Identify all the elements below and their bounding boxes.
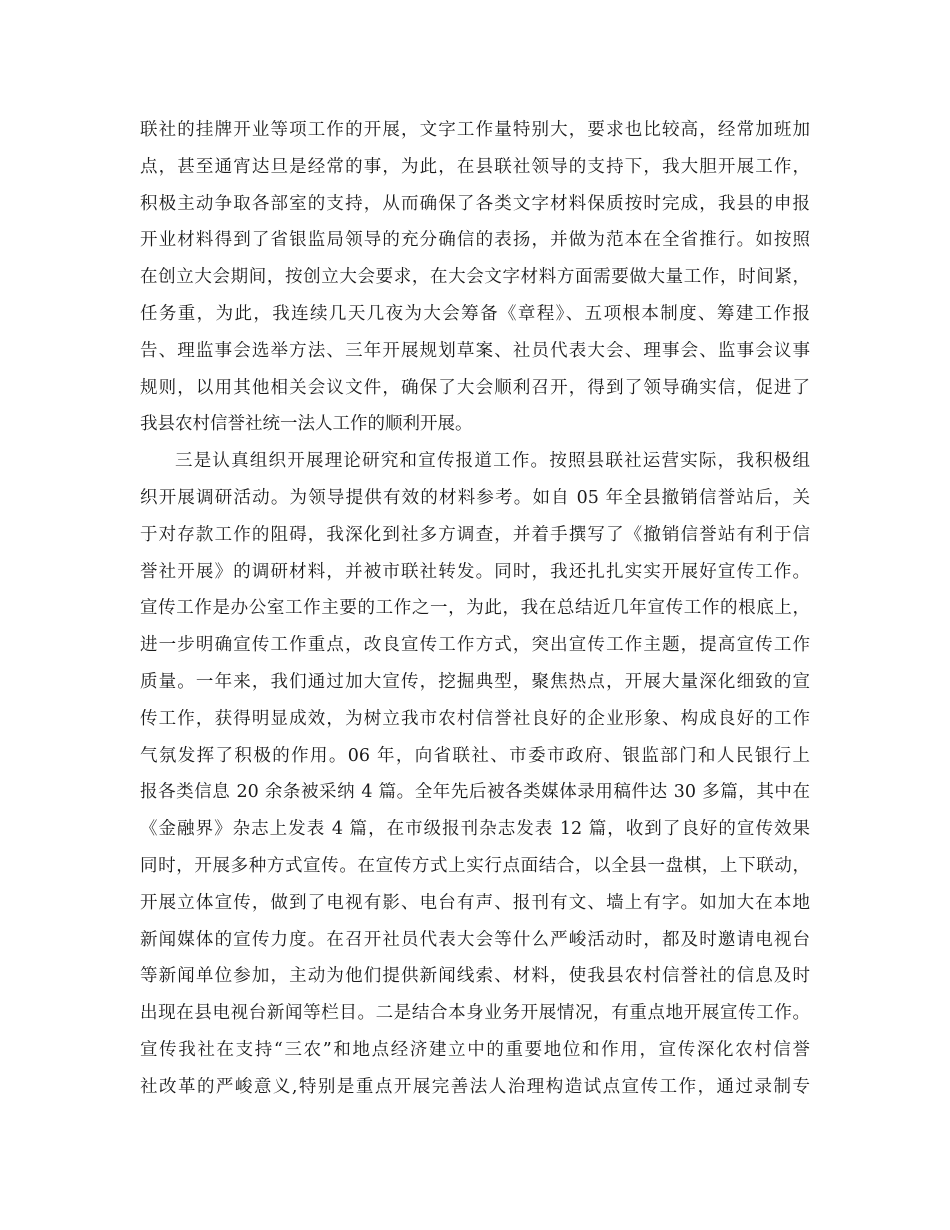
text-line: 联社的挂牌开业等项工作的开展，文字工作量特别大，要求也比较高，经常加班加 bbox=[140, 120, 810, 140]
text-line: 任务重，为此，我连续几天几夜为大会筹备《章程》、五项根本制度、筹建工作报 bbox=[140, 303, 810, 324]
text-line: 《金融界》杂志上发表 4 篇，在市级报刊杂志发表 12 篇，收到了良好的宣传效果 bbox=[140, 819, 810, 840]
text-line: 开业材料得到了省银监局领导的充分确信的表扬，并做为范本在全省推行。如按照 bbox=[140, 230, 810, 251]
text-line: 宣传我社在支持“三农”和地点经济建立中的重要地位和作用，宣传深化农村信誉 bbox=[140, 1039, 810, 1060]
text-line: 我县农村信誉社统一法人工作的顺利开展。 bbox=[140, 414, 473, 435]
text-line: 出现在县电视台新闻等栏目。二是结合本身业务开展情况，有重点地开展宣传工作。 bbox=[140, 1003, 810, 1024]
text-line: 报各类信息 20 余条被采纳 4 篇。全年先后被各类媒体录用稿件达 30 多篇，其中在 bbox=[140, 782, 810, 803]
text-line: 于对存款工作的阻碍，我深化到社多方调查，并着手撰写了《撤销信誉站有利于信 bbox=[140, 524, 810, 545]
text-line: 织开展调研活动。为领导提供有效的材料参考。如自 05 年全县撤销信誉站后，关 bbox=[140, 487, 810, 508]
text-line: 社改革的严峻意义,特别是重点开展完善法人治理构造试点宣传工作，通过录制专 bbox=[140, 1076, 810, 1097]
text-line: 进一步明确宣传工作重点，改良宣传工作方式，突出宣传工作主题，提高宣传工作 bbox=[140, 635, 810, 656]
text-line: 积极主动争取各部室的支持，从而确保了各类文字材料保质按时完成，我县的申报 bbox=[140, 193, 810, 214]
text-line: 新闻媒体的宣传力度。在召开社员代表大会等什么严峻活动时，都及时邀请电视台 bbox=[140, 929, 810, 950]
text-line: 气氛发挥了积极的作用。06 年，向省联社、市委市政府、银监部门和人民银行上 bbox=[140, 745, 810, 766]
text-line: 在创立大会期间，按创立大会要求，在大会文字材料方面需要做大量工作，时间紧， bbox=[140, 267, 810, 288]
text-line: 宣传工作是办公室工作主要的工作之一，为此，我在总结近几年宣传工作的根底上， bbox=[140, 598, 810, 619]
text-line: 三是认真组织开展理论研究和宣传报道工作。按照县联社运营实际，我积极组 bbox=[175, 451, 810, 472]
text-line: 等新闻单位参加，主动为他们提供新闻线索、材料，使我县农村信誉社的信息及时 bbox=[140, 966, 810, 987]
document-body bbox=[140, 112, 810, 1106]
text-line: 传工作，获得明显成效，为树立我市农村信誉社良好的企业形象、构成良好的工作 bbox=[140, 708, 810, 729]
paragraph-2 bbox=[140, 443, 810, 1105]
text-line: 规则，以用其他相关会议文件，确保了大会顺利召开，得到了领导确实信，促进了 bbox=[140, 377, 810, 398]
text-line: 质量。一年来，我们通过加大宣传，挖掘典型，聚焦热点，开展大量深化细致的宣 bbox=[140, 671, 810, 692]
text-line: 开展立体宣传，做到了电视有影、电台有声、报刊有文、墙上有字。如加大在本地 bbox=[140, 892, 810, 913]
paragraph-1 bbox=[140, 112, 810, 443]
text-line: 同时，开展多种方式宣传。在宣传方式上实行点面结合，以全县一盘棋，上下联动， bbox=[140, 855, 810, 876]
text-line: 誉社开展》的调研材料，并被市联社转发。同时，我还扎扎实实开展好宣传工作。 bbox=[140, 561, 810, 582]
text-line: 点，甚至通宵达旦是经常的事，为此，在县联社领导的支持下，我大胆开展工作， bbox=[140, 156, 810, 177]
text-line: 告、理监事会选举方法、三年开展规划草案、社员代表大会、理事会、监事会议事 bbox=[140, 340, 810, 361]
